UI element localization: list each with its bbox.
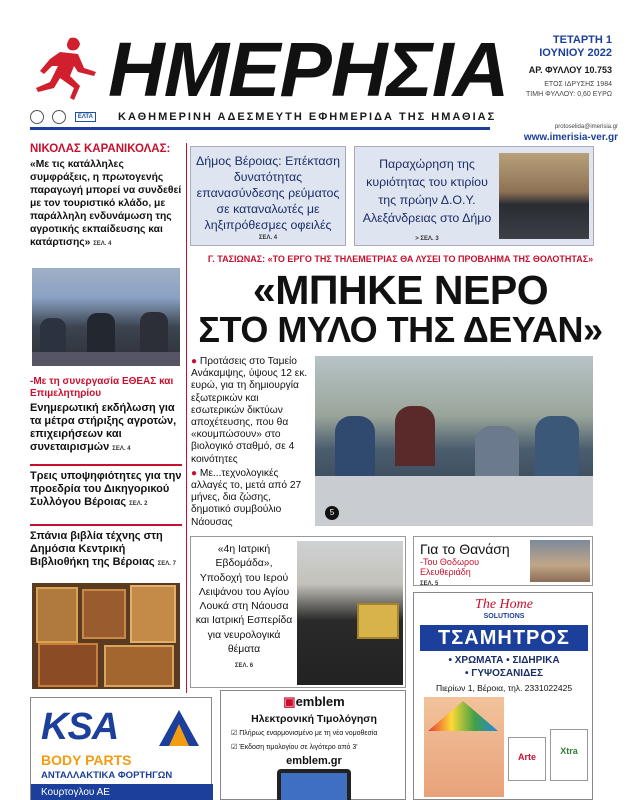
ad-emblem-url[interactable]: emblem.gr	[286, 755, 342, 767]
ad-emblem-line-2	[231, 743, 358, 751]
meeting-photo	[499, 153, 589, 239]
ad-brand-sub: SOLUTIONS	[483, 613, 525, 620]
main-headline	[188, 267, 613, 350]
date-month: ΙΟΥΝΙΟΥ 2022	[539, 47, 612, 59]
ad-ksa-logo: KSA	[41, 706, 119, 748]
triangle-logo-icon	[159, 710, 199, 746]
article-books	[30, 530, 182, 571]
ad-emblem-title: Ηλεκτρονική Τιμολόγηση	[251, 713, 377, 725]
seal-icon	[30, 110, 44, 124]
price-box	[526, 80, 612, 100]
news-box-text: Παραχώρηση της κυριότητας του κτιρίου της πρώην Δ.Ο.Υ. Αλεξάνδρειας στο Δήμο	[362, 157, 492, 225]
news-box-content	[361, 155, 493, 245]
conference-photo	[32, 268, 180, 366]
divider	[30, 464, 182, 466]
masthead-tagline: ΚΑΘΗΜΕΡΙΝΗ ΑΔΕΣΜΕΥΤΗ ΕΦΗΜΕΡΙΔΑ ΤΗΣ ΗΜΑΘΙΑΣ	[118, 111, 497, 123]
ad-emblem-line-2-text: Έκδοση τιμολογίου σε λιγότερο από 3'	[239, 744, 358, 751]
church-text: «4η Ιατρική Εβδομάδα», Υποδοχή του Ιερού Λειψάνου του Αγίου Λουκά στη Νάουσα και Ιατρική Εσπερίδα για νευρολογικά θέματα	[195, 544, 293, 656]
bullet-item	[191, 468, 311, 529]
page-ref: ΣΕΛ. 4	[112, 446, 131, 452]
ad-brand-script: The Home	[475, 597, 533, 612]
ad-ksa-sub: BODY PARTS	[41, 752, 132, 768]
main-bullets	[191, 356, 311, 529]
page-ref: ΣΕΛ. 7	[157, 561, 176, 567]
page-badge: 5	[325, 506, 339, 520]
ad-products-2: • ΓΥΨΟΣΑΝΙΔΕΣ	[465, 668, 543, 679]
ad-emblem-line-1-text: Πλήρως εναρμονισμένο με τη νέα νομοθεσία	[239, 730, 378, 737]
bullet-item	[191, 356, 311, 466]
bullet-dot-icon: ●	[191, 356, 198, 367]
ad-emblem-brand	[221, 694, 407, 710]
email-link[interactable]: protoselida@imerisia.gr	[554, 124, 618, 130]
clergy-photo	[297, 541, 403, 685]
price-label: ΤΙΜΗ ΦΥΛΛΟΥ: 0,60 ΕΥΡΩ	[526, 91, 612, 98]
page-ref: ΣΕΛ. 5	[420, 581, 439, 587]
opinion-title: Για το Θανάση	[420, 541, 510, 557]
left-column	[30, 143, 182, 251]
opinion-box	[413, 536, 593, 586]
masthead-title: ΗΜΕΡΗΣΙΑ	[108, 27, 509, 113]
ad-emblem[interactable]	[220, 690, 406, 800]
portrait-photo	[530, 540, 590, 582]
news-box-building	[354, 146, 594, 246]
article-quote	[30, 158, 182, 251]
elta-logo: ΕΛΤΑ	[75, 112, 96, 122]
article-title-text: Ενημερωτική εκδήλωση για τα μέτρα στήριξης αγροτών, επιχειρήσεων και συνεταιρισμών	[30, 402, 177, 453]
website-link[interactable]: www.imerisia-ver.gr	[523, 132, 618, 143]
paint-can-arte	[508, 737, 546, 781]
child-photo	[424, 697, 504, 797]
divider	[30, 524, 182, 526]
bullet-text: Με...τεχνολογικές αλλαγές το, μετά από 27 μήνες, δια ζώσης, δημοτικό συμβούλιο Νάουσας	[191, 467, 302, 528]
founded-label: ΕΤΟΣ ΙΔΡΥΣΗΣ 1984	[544, 81, 612, 88]
column-divider	[186, 143, 187, 693]
bullet-dot-icon: ●	[191, 467, 198, 479]
bullet-text: Προτάσεις στο Ταμείο Ανάκαμψης, ύψους 12 εκ. ευρώ, για τη δημιουργία εξωτερικών και εσωτερικών δικτύων αποχέτευσης, που θα «κουμπώσουν» στο βιολογικό σταθμό, σε 4 κοινότητες	[191, 356, 308, 465]
check-icon: ☑	[231, 744, 238, 751]
page-ref: ΣΕΛ. 2	[129, 501, 148, 507]
article-title-text: Τρεις υποψηφιότητες για την προεδρία του Δικηγορικού Συλλόγου Βέροιας	[30, 470, 182, 508]
paint-can-xtra	[550, 729, 588, 781]
date-box	[520, 34, 612, 77]
issue-number: ΑΡ. ΦΥΛΛΟΥ 10.753	[528, 65, 612, 75]
article-quote-text: «Με τις κατάλληλες συμφράξεις, η πρωτογενής παραγωγή μπορεί να συνδεθεί με τον τουριστικό κλάδο, με παράλληλη ενδυνάμωση της αγροτικής εκπαίδευσης και κατάρτισης»	[30, 159, 182, 248]
runner-logo-icon	[30, 34, 100, 100]
main-headline-line-1: «ΜΠΗΚΕ ΝΕΡΟ	[252, 267, 549, 313]
page-ref: > ΣΕΛ. 3	[415, 236, 439, 242]
church-article	[195, 543, 293, 669]
icons-books-photo	[32, 583, 180, 689]
article-title-text: Σπάνια βιβλία τέχνης στη Δημόσια Κεντρική Βιβλιοθήκη της Βέροιας	[30, 530, 163, 568]
news-box-text: Δήμος Βέροιας: Επέκταση δυνατότητας επανασύνδεσης ρεύματος σε καταναλωτές με ληξιπρόθεσμες οφειλές	[195, 154, 341, 232]
page-ref: ΣΕΛ. 4	[93, 241, 112, 247]
opinion-author-sec	[420, 577, 524, 587]
main-kicker: Γ. ΤΑΣΙΩΝΑΣ: «ΤΟ ΕΡΓΟ ΤΗΣ ΤΗΛΕΜΕΤΡΙΑΣ ΘΑ ΛΥΣΕΙ ΤΟ ΠΡΟΒΛΗΜΑ ΤΗΣ ΘΟΛΟΤΗΤΑΣ»	[207, 254, 594, 264]
can-label: Arte	[517, 752, 536, 762]
ad-home-solutions[interactable]	[413, 592, 593, 800]
partner-logos	[30, 108, 99, 126]
ad-address: Πιερίων 1, Βέροια, τηλ. 2331022425	[435, 683, 573, 693]
opinion-author: -Του Θοδωρου Ελευθεριάδη	[420, 557, 480, 577]
article-title	[30, 470, 182, 511]
article-title	[30, 530, 182, 571]
check-icon: ☑	[231, 730, 238, 737]
can-label: Xtra	[560, 746, 578, 756]
article-author: ΝΙΚΟΛΑΣ ΚΑΡΑΝΙΚΟΛΑΣ:	[30, 143, 171, 155]
seal-icon	[52, 110, 66, 124]
masthead-divider	[30, 127, 490, 130]
news-box-power	[190, 146, 346, 246]
council-meeting-photo	[315, 356, 593, 526]
date-day: ΤΕΤΑΡΤΗ 1	[552, 34, 612, 46]
article-title	[30, 402, 182, 456]
ad-store-name: ΤΣΑΜΗΤΡΟΣ	[420, 625, 588, 651]
article-event	[30, 376, 182, 456]
article-lawyers	[30, 470, 182, 511]
ad-ksa-desc: ΑΝΤΑΛΛΑΚΤΙΚΑ ΦΟΡΤΗΓΩΝ	[41, 770, 173, 781]
ad-emblem-brand-text: emblem	[295, 694, 345, 709]
article-kicker: -Με τη συνεργασία ΕΘΕΑΣ και Επιμελητηρίου	[30, 376, 174, 399]
main-headline-line-2: ΣΤΟ ΜΥΛΟ ΤΗΣ ΔΕΥΑΝ»	[198, 309, 603, 350]
emblem-icon: ▣	[283, 694, 296, 709]
laptop-icon	[277, 769, 351, 800]
ad-emblem-line-1	[231, 729, 377, 737]
opinion-article	[420, 541, 524, 587]
ad-ksa[interactable]	[30, 697, 212, 800]
church-box	[190, 536, 406, 688]
page-ref: ΣΕΛ. 4	[258, 235, 278, 241]
page-ref: ΣΕΛ. 6	[234, 663, 254, 670]
ad-ksa-name: Κουρτογλου ΑΕ	[31, 784, 213, 800]
ad-products: • ΧΡΩΜΑΤΑ • ΣΙΔΗΡΙΚΑ	[448, 655, 560, 666]
